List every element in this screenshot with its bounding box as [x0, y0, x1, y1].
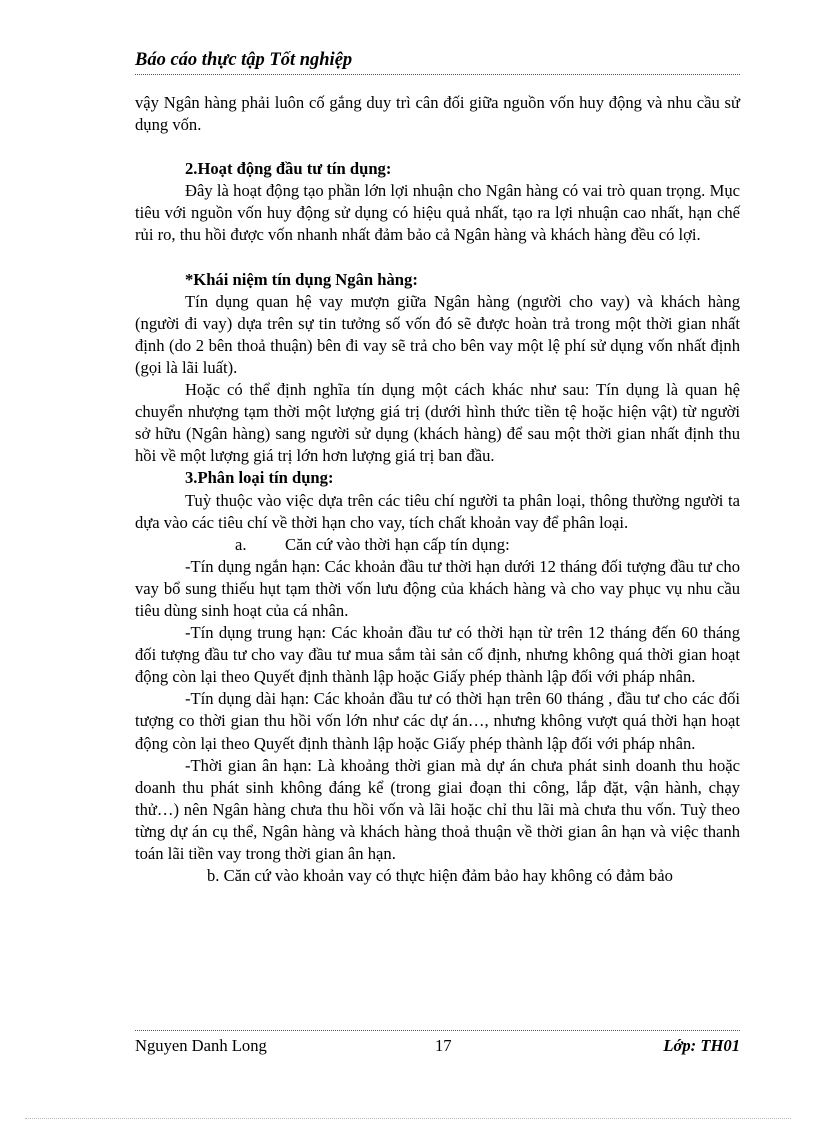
spacer — [135, 247, 740, 269]
footer-author: Nguyen Danh Long — [135, 1036, 267, 1055]
concept-paragraph-2: Hoặc có thể định nghĩa tín dụng một cách khác như sau: Tín dụng là quan hệ chuyển nhượng tạm thời một lượng giá trị (dưới hình thức tiền tệ hoặc hiện vật) từ người sở hữu (Ngân hàng) sang người sử dụng (khách hàng) để sau một thời gian nhất định thu hồi về một lượng giá trị lớn hơn lượng giá trị ban đầu. — [135, 380, 740, 466]
header-divider — [135, 74, 740, 75]
subsection-a-marker: a. — [235, 534, 247, 554]
section-3-paragraph: Tuỳ thuộc vào việc dựa trên các tiêu chí người ta phân loại, thông thường người ta dựa vào các tiêu chí về thời hạn cho vay, tích chất khoản vay để phân loại. — [135, 490, 740, 532]
page-header-title: Báo cáo thực tập Tốt nghiệp — [135, 50, 353, 70]
spacer — [135, 136, 740, 158]
section-2-heading: 2.Hoạt động đầu tư tín dụng: — [185, 159, 392, 179]
long-term-credit-paragraph: -Tín dụng dài hạn: Các khoản đầu tư có thời hạn trên 60 tháng , đầu tư cho các đối tượng co thời gian thu hồi vốn lớn như các dự án…, nhưng không vượt quá thời hạn hoạt động còn lại theo Quyết định thành lập hoặc Giấy phép thành lập đối với pháp nhân. — [135, 689, 740, 753]
page-bottom-edge — [25, 1118, 791, 1119]
page-number: 17 — [435, 1036, 452, 1055]
footer-class-label: Lớp: TH01 — [663, 1036, 740, 1055]
page-footer — [135, 1036, 740, 1058]
subsection-a — [135, 534, 740, 556]
medium-term-credit-paragraph: -Tín dụng trung hạn: Các khoản đầu tư có thời hạn từ trên 12 tháng đến 60 tháng đối tượng đầu tư cho vay đầu tư mua sắm tài sản cố định, nhưng không quá thời gian hoạt động còn lại theo Quyết định thành lập hoặc Giấy phép thành lập đối với pháp nhân. — [135, 623, 740, 687]
concept-heading: *Khái niệm tín dụng Ngân hàng: — [185, 269, 418, 289]
concept-paragraph-1: Tín dụng quan hệ vay mượn giữa Ngân hàng (người cho vay) và khách hàng (người đi vay) dựa trên sự tin tưởng số vốn đó sẽ được hoàn trả trong một thời gian nhất định (do 2 bên thoả thuận) bên đi vay sẽ trả cho bên vay một lệ phí sử dụng vốn nhất định (gọi là lãi luất). — [135, 291, 740, 377]
section-2-paragraph: Đây là hoạt động tạo phần lớn lợi nhuận cho Ngân hàng có vai trò quan trọng. Mục tiêu với nguồn vốn huy động sử dụng có hiệu quả nhất, tạo ra lợi nhuận cao nhất, hạn chế rủi ro, thu hồi được vốn nhanh nhất đảm bảo cả Ngân hàng và khách hàng đều có lợi. — [135, 181, 740, 245]
grace-period-paragraph: -Thời gian ân hạn: Là khoảng thời gian mà dự án chưa phát sinh doanh thu hoặc doanh thu phát sinh không đáng kể (trong giai đoạn thi công, lắp đặt, vận hành, chạy thử…) nên Ngân hàng chưa thu hồi vốn và lãi hoặc chỉ thu lãi mà chưa thu vốn. Tuỳ theo từng dự án cụ thể, Ngân hàng và khách hàng thoả thuận về thời gian ân hạn và việc thanh toán lãi tiền vay trong thời gian ân hạn. — [135, 755, 740, 863]
footer-divider — [135, 1030, 740, 1031]
intro-paragraph: vậy Ngân hàng phải luôn cố gắng duy trì cân đối giữa nguồn vốn huy động và nhu cầu sử dụng vốn. — [135, 93, 740, 135]
subsection-a-text: Căn cứ vào thời hạn cấp tín dụng: — [285, 534, 510, 554]
subsection-b: b. Căn cứ vào khoản vay có thực hiện đảm bảo hay không có đảm bảo — [207, 866, 673, 886]
document-body — [135, 92, 740, 887]
short-term-credit-paragraph: -Tín dụng ngắn hạn: Các khoản đầu tư thời hạn dưới 12 tháng đối tượng đầu tư cho vay bổ sung thiếu hụt tạm thời vốn lưu động của khách hàng và cho vay phục vụ nhu cầu tiêu dùng sinh hoạt của cá nhân. — [135, 556, 740, 620]
section-3-heading: 3.Phân loại tín dụng: — [185, 468, 334, 488]
